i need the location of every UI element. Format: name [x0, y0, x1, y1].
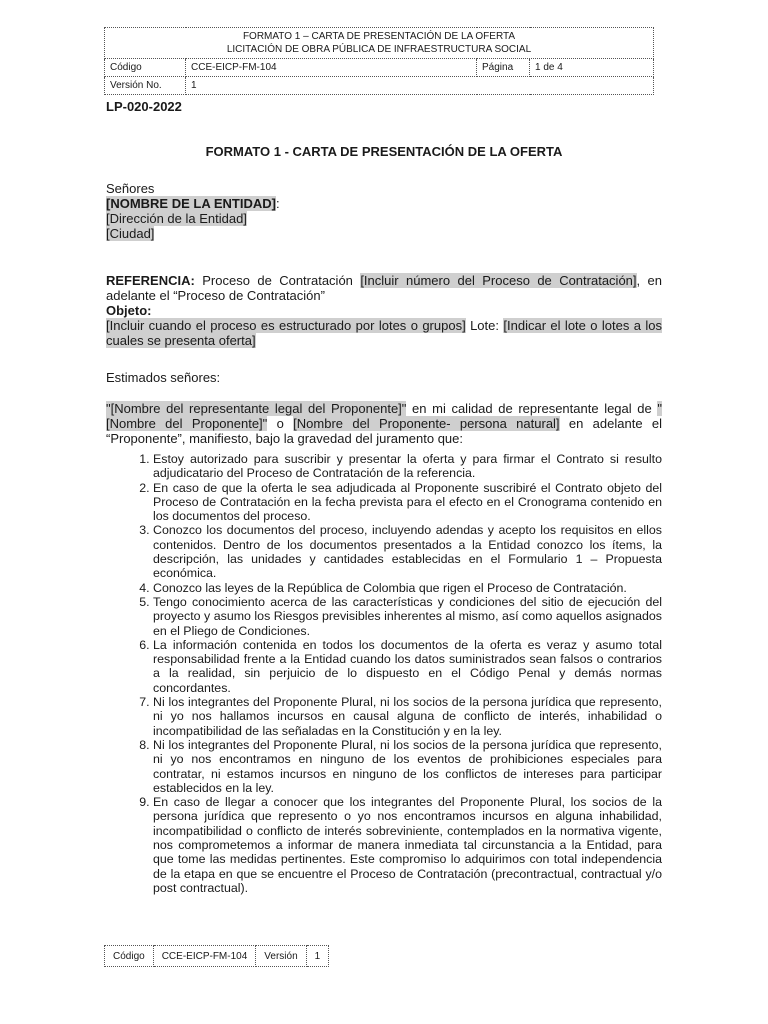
list-item: 1. Estoy autorizado para suscribir y presentar la oferta y para firmar el Contrato si resulto adjudicatario del Proceso de Contratación de la referencia. [153, 452, 662, 481]
list-item: 4. Conozco las leyes de la República de Colombia que rigen el Proceso de Contratación. [153, 581, 662, 595]
list-item: 7. Ni los integrantes del Proponente Plural, ni los socios de la persona jurídica que represento, ni yo nos hallamos incursos en causal alguna de conflicto de interés, inhabilidad o incompatibilidad de las señaladas en la Constitución y en la ley. [153, 695, 662, 738]
declaration-list [106, 452, 662, 895]
footer-table [104, 945, 329, 967]
proponent-name-placeholder: "[Nombre del Proponente]" [106, 401, 662, 431]
natural-person-placeholder: [Nombre del Proponente- persona natural] [293, 416, 560, 431]
list-item: 9. En caso de llegar a conocer que los integrantes del Proponente Plural, los socios de la persona jurídica que represento o yo nos encontramos incursos en alguna inhabilidad, incompatibilidad o conflicto de interés sobreviniente, contemplados en la normativa vigente, nos comprometemos a informar de manera inmediata tal circunstancia a la Entidad, para que tome las medidas pertinentes. Este compromiso lo adquirimos con total independencia de la etapa en que se encuentre el Proceso de Contratación (precontractual, contractual y/o post contractual). [153, 795, 662, 895]
list-item: 2. En caso de que la oferta le sea adjudicada al Proponente suscribiré el Contrato objeto del Proceso de Contratación en la fecha prevista para el efecto en el Cronograma contenido en los documentos del proceso. [153, 481, 662, 524]
footer-version-value: 1 [306, 946, 329, 967]
object-label: Objeto: [106, 303, 152, 318]
lot-indication-placeholder: [Indicar el lote o lotes a los cuales se presenta oferta] [106, 318, 662, 348]
entity-address-placeholder: [Dirección de la Entidad] [106, 211, 247, 226]
intro-paragraph [106, 401, 662, 446]
reference-text-before: Proceso de Contratación [194, 273, 361, 288]
pagina-value: 1 de 4 [530, 59, 654, 77]
codigo-label: Código [105, 59, 186, 77]
list-item: 3. Conozco los documentos del proceso, incluyendo adendas y acepto los requisitos en ellos contenidos. Dentro de los documentos presentados a la Entidad conozco los ítems, la descripción, las unidades y cantidades establecidas en el Formulario 1 – Propuesta económica. [153, 523, 662, 580]
version-value: 1 [186, 77, 654, 95]
reference-block [106, 273, 662, 348]
version-label: Versión No. [105, 77, 186, 95]
reference-text-after: , en adelante el “Proceso de Contratación” [106, 273, 662, 303]
footer-codigo-value: CCE-EICP-FM-104 [153, 946, 256, 967]
intro-text3: en adelante el “Proponente”, manifiesto, bajo la gravedad del juramento que: [106, 416, 662, 446]
greeting: Estimados señores: [106, 370, 221, 385]
header-table [104, 27, 654, 95]
list-item: 5. Tengo conocimiento acerca de las características y condiciones del sitio de ejecución del proyecto y asumo los Riesgos previsibles inherentes al mismo, así como aquellos asignados en el Pliego de Condiciones. [153, 595, 662, 638]
salutation: Señores [106, 181, 155, 196]
reference-label: REFERENCIA: [106, 273, 195, 288]
header-title-line2: LICITACIÓN DE OBRA PÚBLICA DE INFRAESTRUCTURA SOCIAL [226, 44, 532, 55]
pagina-label: Página [477, 59, 530, 77]
process-number-placeholder: [Incluir número del Proceso de Contratación] [360, 273, 637, 288]
city-placeholder: [Ciudad] [106, 226, 155, 241]
header-title-line1: FORMATO 1 – CARTA DE PRESENTACIÓN DE LA OFERTA [242, 31, 516, 42]
legal-rep-placeholder: "[Nombre del representante legal del Proponente]" [106, 401, 407, 416]
reference-paragraph [106, 273, 662, 303]
list-item: 8. Ni los integrantes del Proponente Plural, ni los socios de la persona jurídica que represento, ni yo nos encontramos en ninguno de los eventos de prohibiciones especiales para contratar, ni estamos incursos en ninguno de los conflictos de intereses para participar establecidos en la ley. [153, 738, 662, 795]
object-middle: Lote: [465, 318, 504, 333]
footer-version-label: Versión [256, 946, 306, 967]
object-paragraph [106, 318, 662, 348]
entity-name-placeholder: [NOMBRE DE LA ENTIDAD] [106, 196, 276, 211]
document-title: FORMATO 1 - CARTA DE PRESENTACIÓN DE LA OFERTA [205, 144, 563, 159]
intro-text1: en mi calidad de representante legal de [406, 401, 658, 416]
codigo-value: CCE-EICP-FM-104 [186, 59, 477, 77]
footer-codigo-label: Código [105, 946, 154, 967]
intro-text2: o [267, 416, 294, 431]
addressee-block [106, 181, 662, 241]
list-item: 6. La información contenida en todos los documentos de la oferta es veraz y asumo total responsabilidad frente a la Entidad cuando los datos suministrados sean falsos o contrarios a la realidad, sin perjuicio de lo dispuesto en el Código Penal y demás normas concordantes. [153, 638, 662, 695]
entity-suffix: : [275, 196, 280, 211]
header-title-cell [105, 28, 654, 59]
lots-placeholder: [Incluir cuando el proceso es estructurado por lotes o grupos] [106, 318, 466, 333]
process-number: LP-020-2022 [106, 99, 182, 114]
